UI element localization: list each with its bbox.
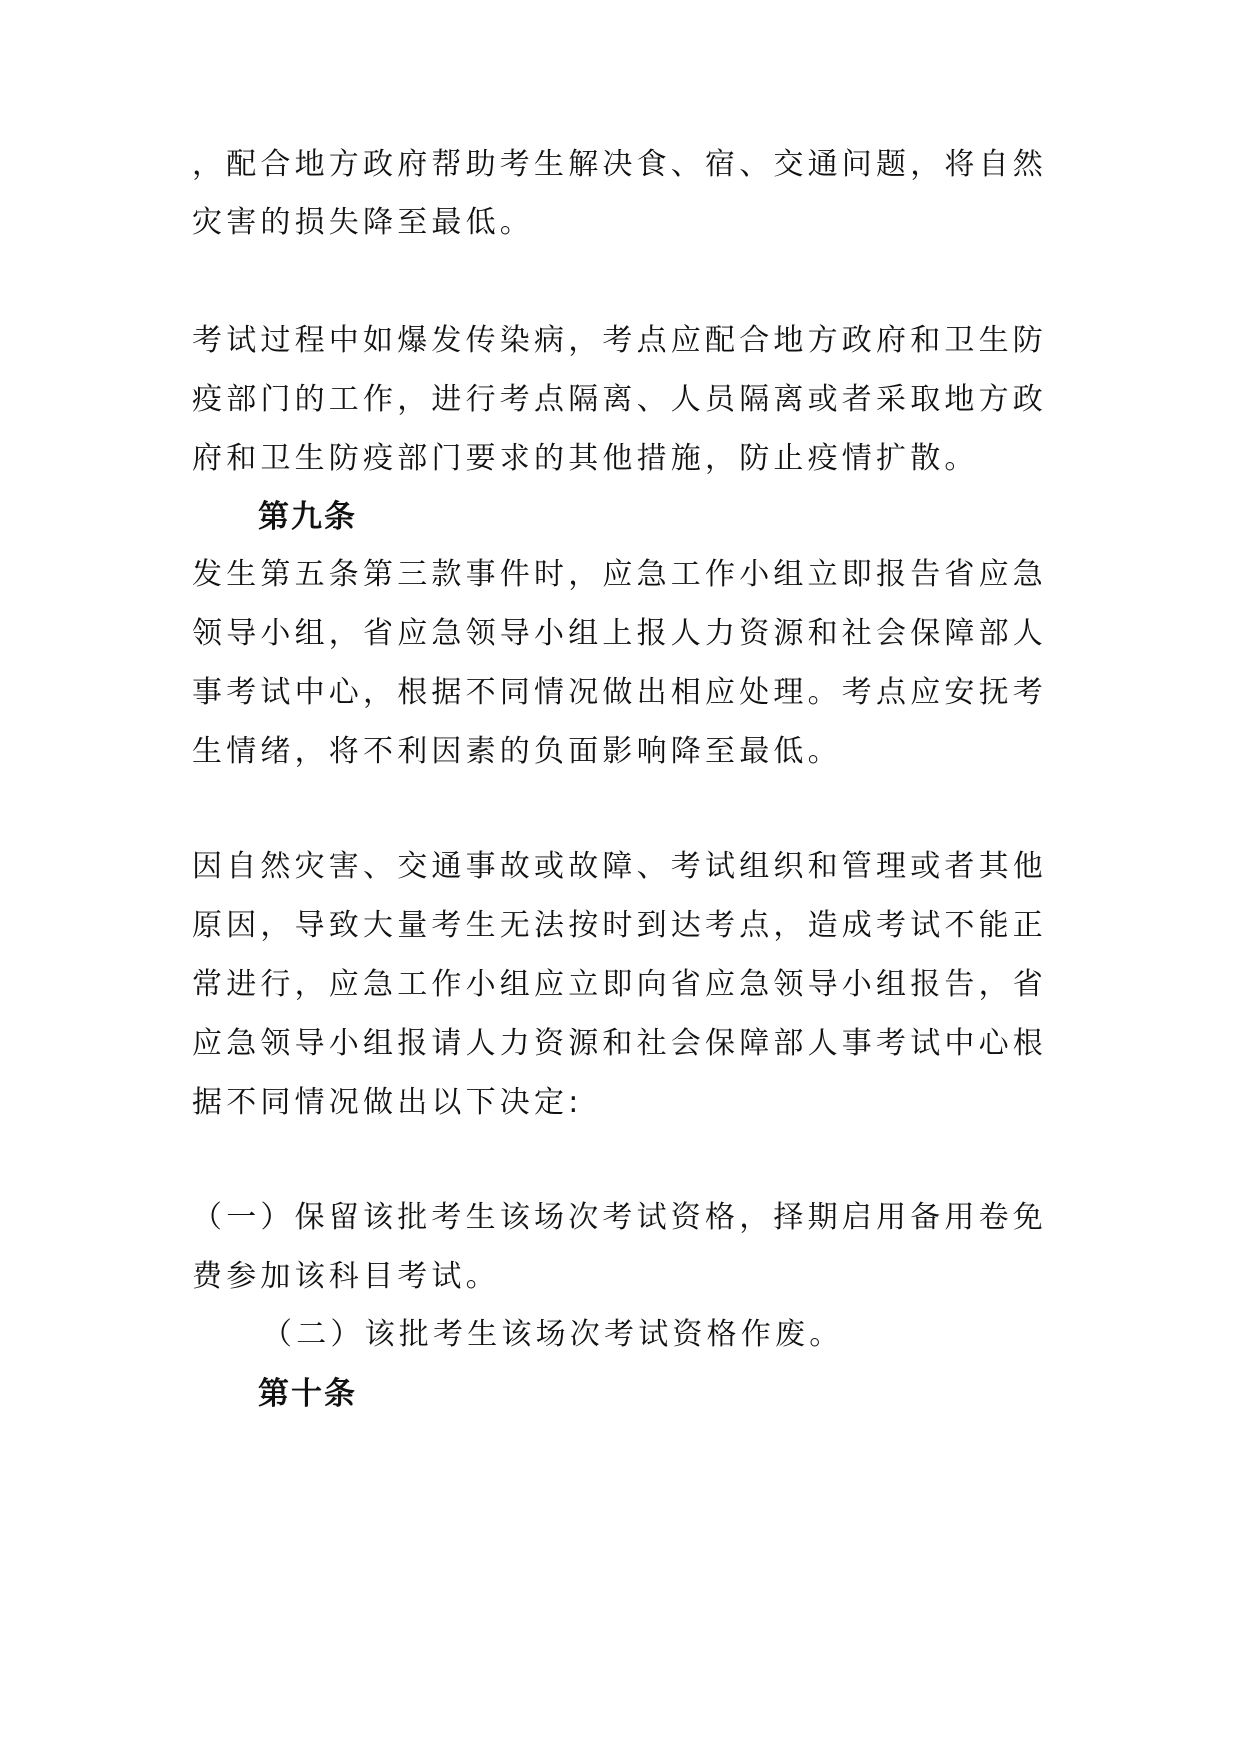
- paragraph-epidemic-line-1: 考试过程中如爆发传染病，考点应配合地方政府和卫生防: [192, 323, 1047, 358]
- paragraph-option1-line-2: 费参加该科目考试。: [192, 1259, 500, 1294]
- paragraph-epidemic-line-3: 府和卫生防疫部门要求的其他措施，防止疫情扩散。: [192, 441, 979, 476]
- paragraph-article9-line-2: 领导小组，省应急领导小组上报人力资源和社会保障部人: [192, 616, 1047, 651]
- paragraph-option1-line-1: （一）保留该批考生该场次考试资格，择期启用备用卷免: [192, 1200, 1047, 1235]
- paragraph-intro-line-1: ，配合地方政府帮助考生解决食、宿、交通问题，将自然: [192, 147, 1047, 182]
- paragraph-delay-line-3: 常进行，应急工作小组应立即向省应急领导小组报告，省: [192, 967, 1047, 1002]
- paragraph-delay-line-1: 因自然灾害、交通事故或故障、考试组织和管理或者其他: [192, 849, 1047, 884]
- paragraph-option2-line-1: （二）该批考生该场次考试资格作废。: [262, 1317, 844, 1352]
- paragraph-delay-line-5: 据不同情况做出以下决定:: [192, 1085, 583, 1120]
- paragraph-epidemic-line-2: 疫部门的工作，进行考点隔离、人员隔离或者采取地方政: [192, 382, 1047, 417]
- paragraph-delay-line-4: 应急领导小组报请人力资源和社会保障部人事考试中心根: [192, 1026, 1047, 1061]
- paragraph-intro-line-2: 灾害的损失降至最低。: [192, 205, 534, 240]
- paragraph-article9-line-4: 生情绪，将不利因素的负面影响降至最低。: [192, 734, 842, 769]
- paragraph-delay-line-2: 原因，导致大量考生无法按时到达考点，造成考试不能正: [192, 908, 1047, 943]
- article-9-heading: 第九条: [258, 499, 357, 535]
- article-10-heading: 第十条: [258, 1376, 357, 1412]
- paragraph-article9-line-1: 发生第五条第三款事件时，应急工作小组立即报告省应急: [192, 557, 1047, 592]
- paragraph-article9-line-3: 事考试中心，根据不同情况做出相应处理。考点应安抚考: [192, 675, 1047, 710]
